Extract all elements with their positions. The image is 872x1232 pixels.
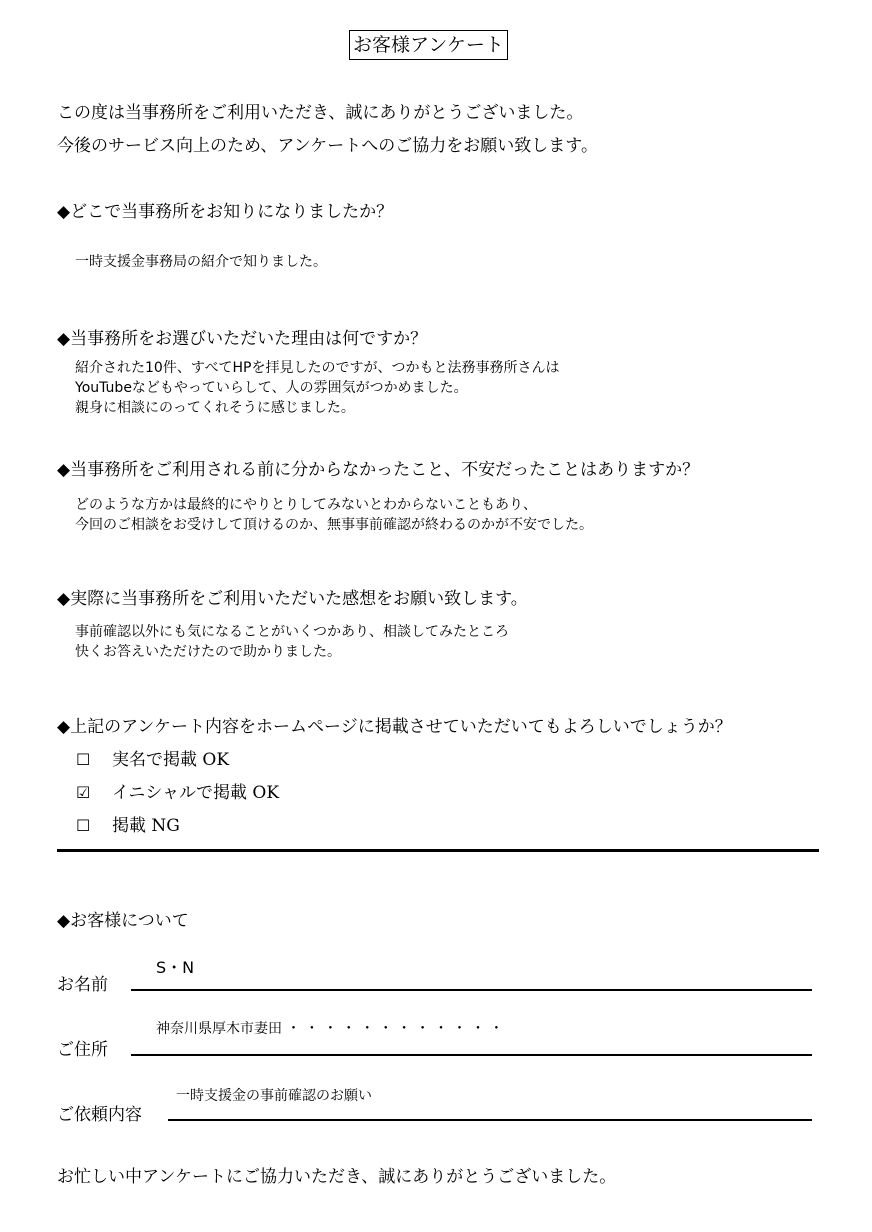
checkbox-checked-icon[interactable]: ☑: [76, 783, 91, 802]
answer-line: 今回のご相談をお受けして頂けるのか、無事事前確認が終わるのかが不安でした。: [75, 517, 593, 533]
answer-impressions: [75, 622, 509, 662]
answer-source: [75, 252, 327, 272]
request-underline: [168, 1119, 812, 1121]
answer-line: 一時支援金事務局の紹介で知りました。: [75, 254, 327, 270]
option-publish-ng[interactable]: [76, 811, 180, 836]
address-value: 神奈川県厚木市妻田 ・ ・ ・ ・ ・ ・ ・ ・ ・ ・ ・ ・: [156, 1021, 504, 1037]
page-title: お客様アンケート: [349, 30, 508, 60]
answer-line: 快くお答えいただけたので助かりました。: [75, 644, 341, 660]
checkbox-unchecked-icon[interactable]: ☐: [76, 816, 91, 835]
checkbox-unchecked-icon[interactable]: ☐: [76, 750, 91, 769]
question-publish: ◆上記のアンケート内容をホームページに掲載させていただいてもよろしいでしょうか？: [57, 717, 732, 737]
answer-line: YouTubeなどもやっていらして、人の雰囲気がつかめました。: [75, 380, 468, 396]
answer-line: 事前確認以外にも気になることがいくつかあり、相談してみたところ: [75, 624, 509, 640]
address-label: ご住所: [57, 1040, 108, 1060]
option-label: 掲載 NG: [112, 816, 180, 836]
answer-reason: [75, 358, 560, 418]
customer-heading: ◆お客様について: [57, 911, 189, 931]
question-source: ◆どこで当事務所をお知りになりましたか？: [57, 202, 394, 222]
option-label: イニシャルで掲載 OK: [112, 783, 280, 803]
address-underline: [131, 1054, 812, 1056]
request-label: ご依頼内容: [57, 1105, 142, 1125]
name-value: S・N: [156, 958, 195, 977]
question-impressions: ◆実際に当事務所をご利用いただいた感想をお願い致します。: [57, 589, 528, 609]
name-label: お名前: [57, 975, 108, 995]
answer-line: 親身に相談にのってくれそうに感じました。: [75, 400, 355, 416]
intro-line-2: 今後のサービス向上のため、アンケートへのご協力をお願い致します。: [57, 136, 598, 156]
question-reason: ◆当事務所をお選びいただいた理由は何ですか？: [57, 329, 428, 349]
name-underline: [131, 989, 812, 991]
answer-line: 紹介された10件、すべてHPを拝見したのですが、つかもと法務事務所さんは: [75, 360, 560, 376]
closing-message: お忙しい中アンケートにご協力いただき、誠にありがとうございました。: [57, 1167, 617, 1187]
question-concerns: ◆当事務所をご利用される前に分からなかったこと、不安だったことはありますか？: [57, 460, 700, 480]
answer-line: どのような方かは最終的にやりとりしてみないとわからないこともあり、: [75, 497, 537, 513]
option-initials-ok[interactable]: [76, 778, 279, 803]
section-divider: [57, 849, 819, 852]
answer-concerns: [75, 495, 593, 535]
intro-line-1: この度は当事務所をご利用いただき、誠にありがとうございました。: [57, 103, 584, 123]
option-label: 実名で掲載 OK: [112, 750, 230, 770]
request-value: 一時支援金の事前確認のお願い: [176, 1088, 372, 1104]
option-real-name-ok[interactable]: [76, 745, 229, 770]
